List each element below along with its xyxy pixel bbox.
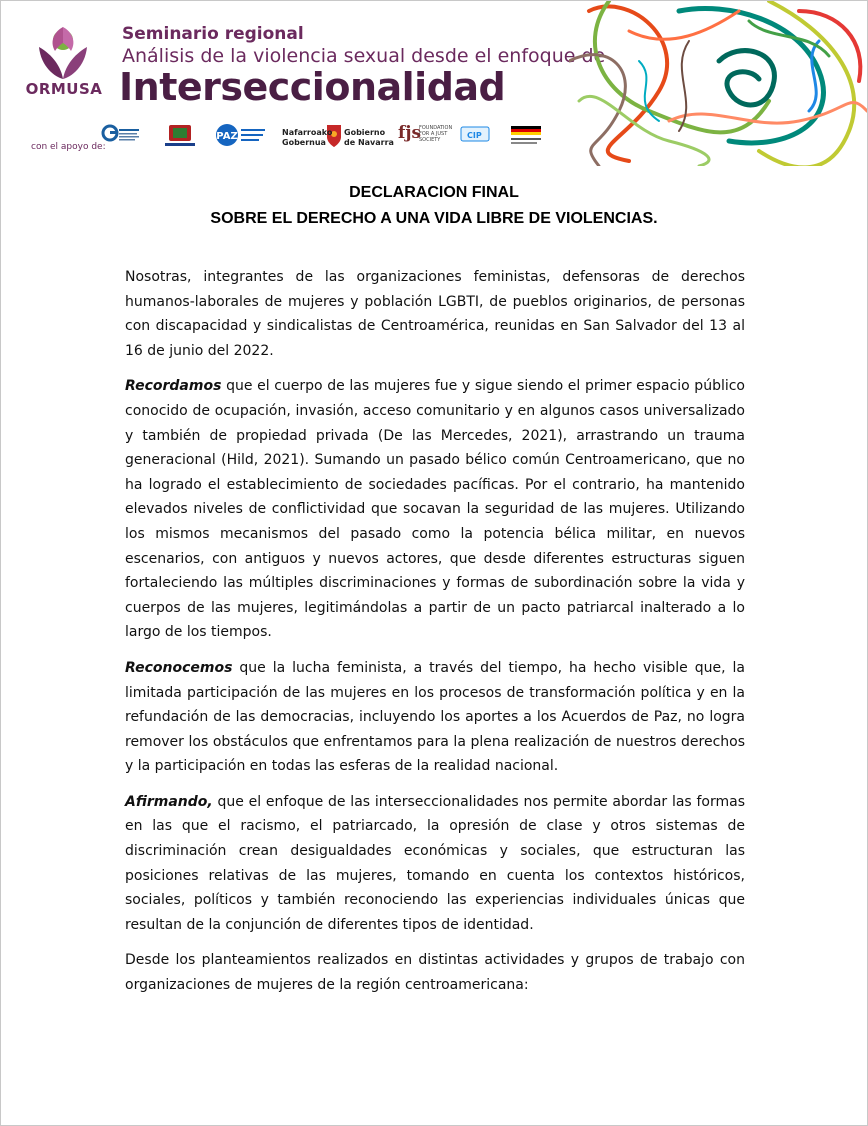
ormusa-logo (21, 23, 107, 101)
support-label: con el apoyo de: (31, 142, 106, 152)
paragraph-afirmando-text: que el enfoque de las interseccionalidades nos permite abordar las formas en las que el racismo, el patriarcado, la opresión de clase y otros sistemas de discriminación crean desigualdades económicas y sociales, que estructuran las posiciones relativas de las mujeres, tomando en cuenta los contextos históricos, sociales, políticos y también reconociendo las experiencias individuales únicas que resultan de la conjunción de diferentes tipos de identidad. (125, 793, 745, 933)
seminar-subtitle-1: Seminario regional (122, 24, 304, 44)
paragraph-reconocemos (125, 656, 745, 779)
paragraph-afirmando-lead: Afirmando, (125, 793, 213, 810)
gender-agency-logo-icon (103, 126, 139, 141)
navarra-sponsor-spanish-name (344, 128, 394, 148)
paragraph-recordamos (125, 374, 745, 645)
fjs-logo-subtitle: FOUNDATION FOR A JUST SOCIETY (419, 125, 453, 143)
paragraph-planteamientos (125, 948, 745, 997)
seminar-banner (1, 1, 867, 166)
svg-text:CIP: CIP (467, 131, 482, 140)
paragraph-reconocemos-lead: Reconocemos (125, 659, 233, 676)
navarra-sponsor-basque-name (282, 128, 332, 148)
ormusa-logo-text: ORMUSA (25, 80, 103, 98)
seminar-subtitle-2: Análisis de la violencia sexual desde el enfoque de (122, 45, 606, 67)
nafarroako-label: Nafarroako Gobernua (282, 128, 333, 147)
paragraph-recordamos-lead: Recordamos (125, 378, 222, 395)
paz-logo-icon (216, 124, 265, 146)
ormusa-flower-icon (35, 23, 91, 81)
paragraph-reconocemos-text: que la lucha feminista, a través del tiempo, ha hecho visible que, la limitada participación de las mujeres en los procesos de transformación política y en la refundación de las democracias, incluyendo los aportes a los Acuerdos de Paz, no logra remover los obstáculos que enfrentamos para la plena realización de nuestros derechos y la participación en todas las esferas de la realidad nacional. (125, 659, 745, 775)
paragraph-planteamientos-text: Desde los planteamientos realizados en distintas actividades y grupos de trabajo con organizaciones de mujeres de la región centroamericana: (125, 952, 745, 994)
paragraph-intro (125, 265, 745, 363)
paragraph-recordamos-text: que el cuerpo de las mujeres fue y sigue siendo el primer espacio público conocido de ocupación, invasión, acceso comunitario y en algunos casos universalizado y también de propiedad privada (De las Mercedes, 2021), arrastrando un trauma generacional (Hild, 2021). Sumando un pasado bélico común Centroamericano, que no ha logrado el establecimiento de sociedades pacíficas. Por el contrario, ha mantenido elevados niveles de conflictividad que socavan la seguridad de las mujeres. Utilizando los mismos mecanismos del pasado como la potencia bélica militar, en nuevos escenarios, con antiguos y nuevos actores, que desde diferentes estructuras siguen fortaleciendo las múltiples discriminaciones y formas de subordinación sobre la vida y cuerpos de las mujeres, legitimándolas a partir de un pacto patriarcal inalterado a lo largo de los tiempos. (125, 378, 745, 641)
german-cooperation-logo-icon (511, 126, 541, 144)
gobierno-label: Gobierno de Navarra (344, 128, 394, 147)
seminar-title: Interseccionalidad (119, 65, 506, 109)
basque-government-logo-icon (165, 125, 195, 146)
paragraph-intro-text: Nosotras, integrantes de las organizaciones feministas, defensoras de derechos humanos-laborales de mujeres y población LGBTI, de pueblos originarios, de personas con discapacidad y sindicalistas de Centroamérica, reunidas en San Salvador del 13 al 16 de junio del 2022. (125, 269, 745, 359)
declaration-body (125, 265, 745, 1009)
declaration-heading: DECLARACION FINAL (349, 184, 519, 201)
cip-logo-icon (461, 127, 489, 141)
fjs-logo: fjs (398, 123, 422, 143)
svg-text:PAZ: PAZ (216, 131, 238, 142)
paragraph-afirmando (125, 790, 745, 938)
tangled-threads-artwork (569, 1, 867, 166)
declaration-subheading: SOBRE EL DERECHO A UNA VIDA LIBRE DE VIOLENCIAS. (210, 210, 658, 227)
